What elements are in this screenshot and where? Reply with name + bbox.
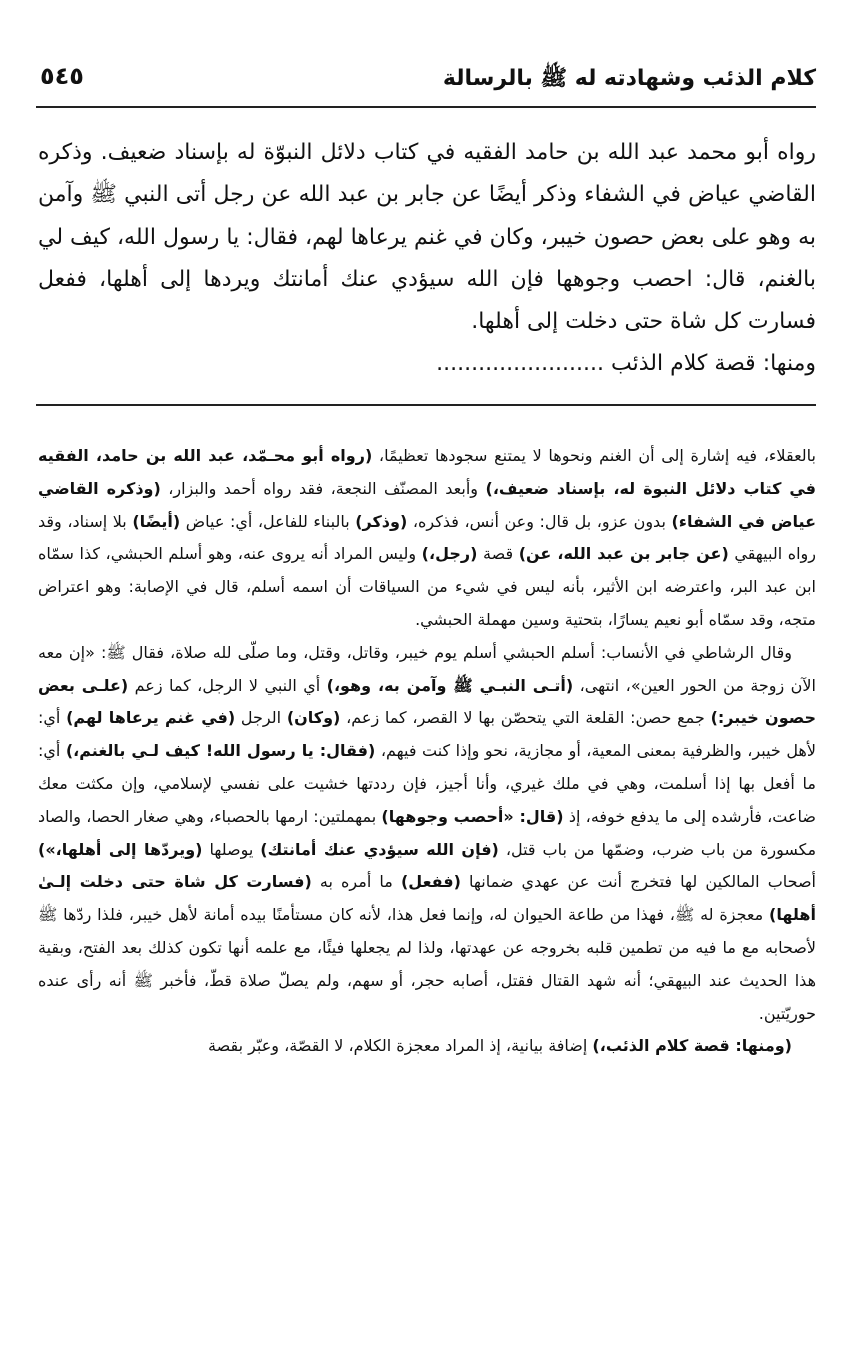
quoted-main-text: (ومنها: قصة كلام الذئب،) xyxy=(592,1036,792,1056)
section-dots: ........................ xyxy=(436,351,605,377)
commentary-text: جمع حصن: القلعة التي يتحصّن بها لا القصر، كما زعم، xyxy=(340,708,711,728)
header-divider xyxy=(36,106,816,108)
commentary-paragraph-2 xyxy=(38,637,816,1031)
commentary-text: وليس المراد أنه يروى عنه، وهو أسلم الحبشي، كذا سمّاه ابن عبد البر، واعترضه ابن الأثير، بأنه ليس في شيء من السياقات أن اسمه أسلم، قال في الإصابة: وهو اعتراض متجه، وقد سمّاه أبو نعيم يسارًا، بتحتية وسين مهملة الحبشي. xyxy=(38,544,816,629)
quoted-main-text: (علـى بعض حصون خيبر:) xyxy=(38,675,817,728)
main-text xyxy=(38,132,816,386)
commentary-divider xyxy=(36,404,816,406)
quoted-main-text: (وذكر) xyxy=(355,511,408,531)
commentary-text: بدون عزو، بل قال: وعن أنس، فذكره، xyxy=(407,511,672,531)
main-text-paragraph: رواه أبو محمد عبد الله بن حامد الفقيه في كتاب دلائل النبوّة له بإسناد ضعيف. وذكره القاضي عياض في الشفاء وذكر أيضًا عن جابر بن عبد الله عن رجل أتى النبي ﷺ وآمن به وهو على بعض حصون خيبر، وكان في غنم يرعاها لهم، فقال: يا رسول الله، كيف لي بالغنم، قال: احصب وجوهها فإن الله سيؤدي عنك أمانتك ويردها إلى أهلها، ففعل فسارت كل شاة حتى دخلت إلى أهلها. xyxy=(38,140,816,335)
commentary-text: إضافة بيانية، إذ المراد معجزة الكلام، لا القصّة، وعبّر بقصة xyxy=(208,1036,593,1056)
commentary-text: أي النبي لا الرجل، كما زعم xyxy=(128,675,327,695)
section-label: ومنها: قصة كلام الذئب xyxy=(611,351,816,377)
quoted-main-text: (أتـى النبـي ﷺ وآمن به، وهو،) xyxy=(326,675,574,695)
running-title: كلام الذئب وشهادته له ﷺ بالرسالة xyxy=(442,66,816,91)
quoted-main-text: (رجل،) xyxy=(421,544,478,564)
quoted-main-text: (عن جابر بن عبد الله، عن) xyxy=(518,544,729,564)
commentary-text: قصة xyxy=(477,544,519,564)
main-text-section-line xyxy=(38,343,816,385)
quoted-main-text: (فقال: يا رسول الله! كيف لـي بالغنم،) xyxy=(65,741,376,761)
quoted-main-text: (رواه أبو محـمّد، عبد الله بن حامد، الفقيه في كتاب دلائل النبوة له، بإسناد ضعيف،) xyxy=(38,446,816,498)
commentary-text: أي: ما أفعل بها إذا أسلمت، وهي في ملك غيري، وأنا أجيز، فإن رددتها خشيت على نفسي لإسلامي، وإن مكثت معك ضاعت، فأرشده إلى ما يدفع خوفه، إذ xyxy=(38,741,816,826)
commentary xyxy=(38,440,816,1063)
quoted-main-text: (أيضًا) xyxy=(132,511,181,531)
commentary-text: أصحاب المالكين لها فتخرج أنت عن عهدي ضمانها xyxy=(460,872,817,892)
commentary-text: وأبعد المصنّف النجعة، فقد رواه أحمد والبزار، xyxy=(160,478,486,498)
commentary-text: يوصلها xyxy=(202,839,261,859)
quoted-main-text: (فسارت كل شاة حتى دخلت إلـىٰ أهلها) xyxy=(38,872,816,925)
quoted-main-text: (قال: «أحصب وجوهها) xyxy=(381,806,564,826)
quoted-main-text: (وكان) xyxy=(286,708,341,728)
commentary-text: بلا إسناد، وقد رواه البيهقي xyxy=(38,511,817,564)
quoted-main-text: (وذكره القاضي عياض في الشفاء) xyxy=(38,478,817,531)
page-number: ٥٤٥ xyxy=(40,62,84,90)
commentary-text: بمهملتين: ارمها بالحصباء، وهي صغار الحصا، والصاد مكسورة من باب ضرب، وضمّها من باب قتل، xyxy=(38,806,817,859)
quoted-main-text: (في غنم يرعاها لهم) xyxy=(66,708,236,728)
quoted-main-text: (ويردّها إلى أهلها،») xyxy=(38,839,203,859)
commentary-text: ما أمره به xyxy=(311,872,401,892)
commentary-paragraph-1 xyxy=(38,440,816,637)
quoted-main-text: (ففعل) xyxy=(400,872,461,892)
quoted-main-text: (فإن الله سيؤدي عنك أمانتك) xyxy=(260,839,499,859)
commentary-text: بالبناء للفاعل، أي: عياض xyxy=(180,511,356,531)
commentary-text: وقال الرشاطي في الأنساب: أسلم الحبشي أسلم يوم خيبر، وقاتل، وقتل، وما صلّى لله صلاة، فقال ﷺ: «إن معه الآن زوجة من الحور العين»، انتهى، xyxy=(38,642,816,695)
commentary-paragraph-3 xyxy=(38,1030,816,1063)
commentary-text: معجزة له ﷺ، فهذا من طاعة الحيوان له، وإنما فعل هذا، لأنه كان مستأمنًا بيده أمانة لأهل خيبر، فلذا ردّها ﷺ لأصحابه مع ما فيه من تطمين قلبه بخروجه عن عهدتها، ولذا لم يجعلها فيئًا، مع علمه أنها تكون كذلك بعد الفتح، وبقية هذا الحديث عند البيهقي؛ أنه شهد القتال فقتل، أصابه حجر، أو سهم، ولم يصلّ صلاة قطّ، فأخبر ﷺ أنه رأى عنده حوريّتين. xyxy=(38,905,816,1023)
commentary-text: الرجل xyxy=(235,708,287,728)
page-header xyxy=(40,60,816,104)
commentary-text: بالعقلاء، فيه إشارة إلى أن الغنم ونحوها لا يمتنع سجودها تعظيمًا، xyxy=(372,446,816,465)
commentary-text: أي: لأهل خيبر، والظرفية بمعنى المعية، أو مجازية، نحو وإذا كنت فيهم، xyxy=(38,708,816,761)
